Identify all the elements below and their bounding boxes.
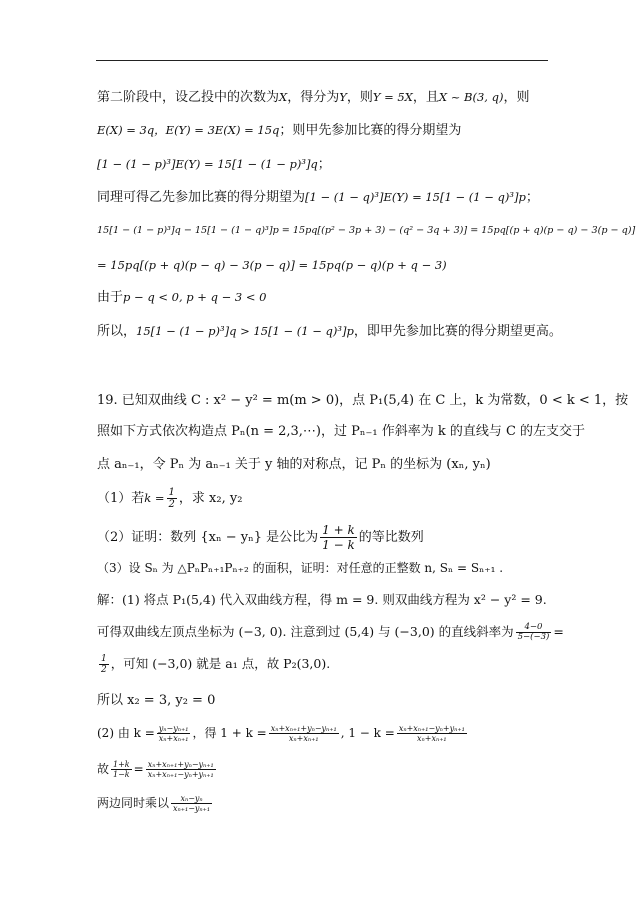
math: 15[1 − (1 − p)³]q − 15[1 − (1 − q)³]p = 15pq[(p² − 3p + 3) − (q² − 3q + 3)] = 15pq[(p + q)(p − q) − 3(p − q)] xyxy=(97,225,636,236)
text-line-7 xyxy=(97,288,266,307)
question-19-line-1 xyxy=(97,392,628,410)
denominator: xₙ₊₁−yₙ₊₁ xyxy=(173,804,211,813)
solution-line-7 xyxy=(97,794,214,813)
numerator: xₙ−yₙ xyxy=(171,794,212,804)
text: 所以 x₂ = 3, y₂ = 0 xyxy=(97,693,216,708)
denominator: 5−(−3) xyxy=(517,632,550,642)
solution-line-5 xyxy=(97,724,469,743)
text: 点 aₙ₋₁，令 Pₙ 为 aₙ₋₁ 关于 y 轴的对称点，记 Pₙ 的坐标为 (xₙ, yₙ) xyxy=(97,457,491,472)
fraction xyxy=(171,794,212,813)
denominator: xₙ+xₙ₊₁ xyxy=(158,734,189,743)
fraction xyxy=(320,523,357,552)
text: 的等比数列 xyxy=(358,530,424,545)
text: （1）若 xyxy=(97,491,145,506)
denominator: xₙ+xₙ₊₁ xyxy=(288,734,319,743)
text: ，得分为 xyxy=(287,90,340,105)
denominator: xₙ+xₙ₊₁−yₙ+yₙ₊₁ xyxy=(147,770,214,779)
numerator: xₙ+xₙ₊₁−yₙ+yₙ₊₁ xyxy=(398,724,465,733)
text: ，则 xyxy=(346,90,373,105)
text-line-1 xyxy=(97,88,529,107)
text: ，且 xyxy=(412,90,439,105)
math: Y = 5X xyxy=(372,90,413,104)
numerator: xₙ+xₙ₊₁+yₙ−yₙ₊₁ xyxy=(147,760,214,769)
fraction xyxy=(269,724,339,743)
math: X ~ B(3, q) xyxy=(438,90,504,104)
solution-line-4 xyxy=(97,692,215,710)
fraction xyxy=(167,487,177,510)
text: ，则 xyxy=(503,90,530,105)
solution-line-1 xyxy=(97,591,547,609)
denominator: 2 xyxy=(168,499,175,510)
denominator: 1−k xyxy=(113,770,130,779)
math: [1 − (1 − p)³]E(Y) = 15[1 − (1 − p)³]q xyxy=(97,157,318,171)
math: = 15pq[(p + q)(p − q) − 3(p − q)] = 15pq(p − q)(p + q − 3) xyxy=(97,258,447,272)
numerator: 1 xyxy=(101,654,107,664)
denominator: xₙ+xₙ₊₁ xyxy=(416,734,447,743)
solution-line-6 xyxy=(97,760,218,779)
fraction xyxy=(516,623,552,642)
text-line-3 xyxy=(97,155,331,174)
text: 可得双曲线左顶点坐标为 (−3, 0). 注意到过 (5,4) 与 (−3,0) 的直线斜率为 xyxy=(97,624,514,639)
numerator: 1+k xyxy=(113,760,130,769)
sub-question-1 xyxy=(97,487,242,510)
fraction xyxy=(99,654,109,675)
denominator: 2 xyxy=(101,665,107,675)
text-line-8 xyxy=(97,322,562,341)
fraction xyxy=(397,724,467,743)
math: E(X) = 3q，E(Y) = 3E(X) = 15q xyxy=(97,123,280,137)
fraction xyxy=(111,760,132,779)
math: [1 − (1 − q)³]E(Y) = 15[1 − (1 − q)³]p xyxy=(305,190,526,204)
text: (2) 由 k = xyxy=(97,726,155,740)
numerator: 4−0 xyxy=(516,623,552,633)
sub-question-2 xyxy=(97,523,424,552)
text: ，求 x₂, y₂ xyxy=(178,491,243,506)
solution-line-2 xyxy=(97,623,564,642)
math: Y xyxy=(339,90,347,104)
question-19-line-3 xyxy=(97,456,491,474)
text: 由于 xyxy=(97,290,124,305)
text-line-5 xyxy=(97,222,635,240)
question-19-line-2 xyxy=(97,423,585,441)
math: p − q < 0, p + q − 3 < 0 xyxy=(123,290,267,304)
sub-question-3 xyxy=(97,559,503,577)
text: 第二阶段中，设乙投中的次数为 xyxy=(97,90,280,105)
math: X xyxy=(279,90,288,104)
fraction xyxy=(146,760,216,779)
text: ； xyxy=(525,190,539,205)
text: ；则甲先参加比赛的得分期望为 xyxy=(279,123,462,138)
text: , 1 − k = xyxy=(340,726,395,740)
text: 故 xyxy=(97,762,110,776)
text: （2）证明：数列 {xₙ − yₙ} 是公比为 xyxy=(97,530,319,545)
text: ； xyxy=(317,157,331,172)
text: = xyxy=(133,762,144,776)
text-line-6 xyxy=(97,256,447,275)
header-rule xyxy=(96,60,548,61)
text: 同理可得乙先参加比赛的得分期望为 xyxy=(97,190,306,205)
text-line-4 xyxy=(97,188,539,207)
text: 19. 已知双曲线 C : x² − y² = m(m > 0)，点 P₁(5,4) 在 C 上，k 为常数，0 < k < 1，按 xyxy=(97,393,629,408)
text: ，可知 (−3,0) 就是 a₁ 点，故 P₂(3,0). xyxy=(110,656,331,671)
numerator: 1 + k xyxy=(322,523,355,537)
text: 照如下方式依次构造点 Pₙ(n = 2,3,⋯)，过 Pₙ₋₁ 作斜率为 k 的直线与 C 的左支交于 xyxy=(97,424,586,439)
numerator: yₙ−yₙ₊₁ xyxy=(158,724,189,733)
text: 两边同时乘以 xyxy=(97,796,170,810)
math: 15[1 − (1 − p)³]q > 15[1 − (1 − q)³]p xyxy=(136,324,354,338)
numerator: xₙ+xₙ₊₁+yₙ−yₙ₊₁ xyxy=(270,724,337,733)
text: （3）设 Sₙ 为 △PₙPₙ₊₁Pₙ₊₂ 的面积，证明：对任意的正整数 n, Sₙ = Sₙ₊₁ . xyxy=(97,561,504,575)
math: k = xyxy=(144,491,165,505)
solution-line-3 xyxy=(97,654,330,675)
text: = xyxy=(553,624,564,639)
text: ，得 1 + k = xyxy=(192,726,267,740)
denominator: 1 − k xyxy=(322,538,355,552)
text: ，即甲先参加比赛的得分期望更高。 xyxy=(353,324,562,339)
fraction xyxy=(157,724,191,743)
numerator: 1 xyxy=(168,487,175,498)
text: 所以， xyxy=(97,324,137,339)
text: 解：(1) 将点 P₁(5,4) 代入双曲线方程，得 m = 9. 则双曲线方程为 x² − y² = 9. xyxy=(97,592,547,607)
text-line-2 xyxy=(97,121,461,140)
